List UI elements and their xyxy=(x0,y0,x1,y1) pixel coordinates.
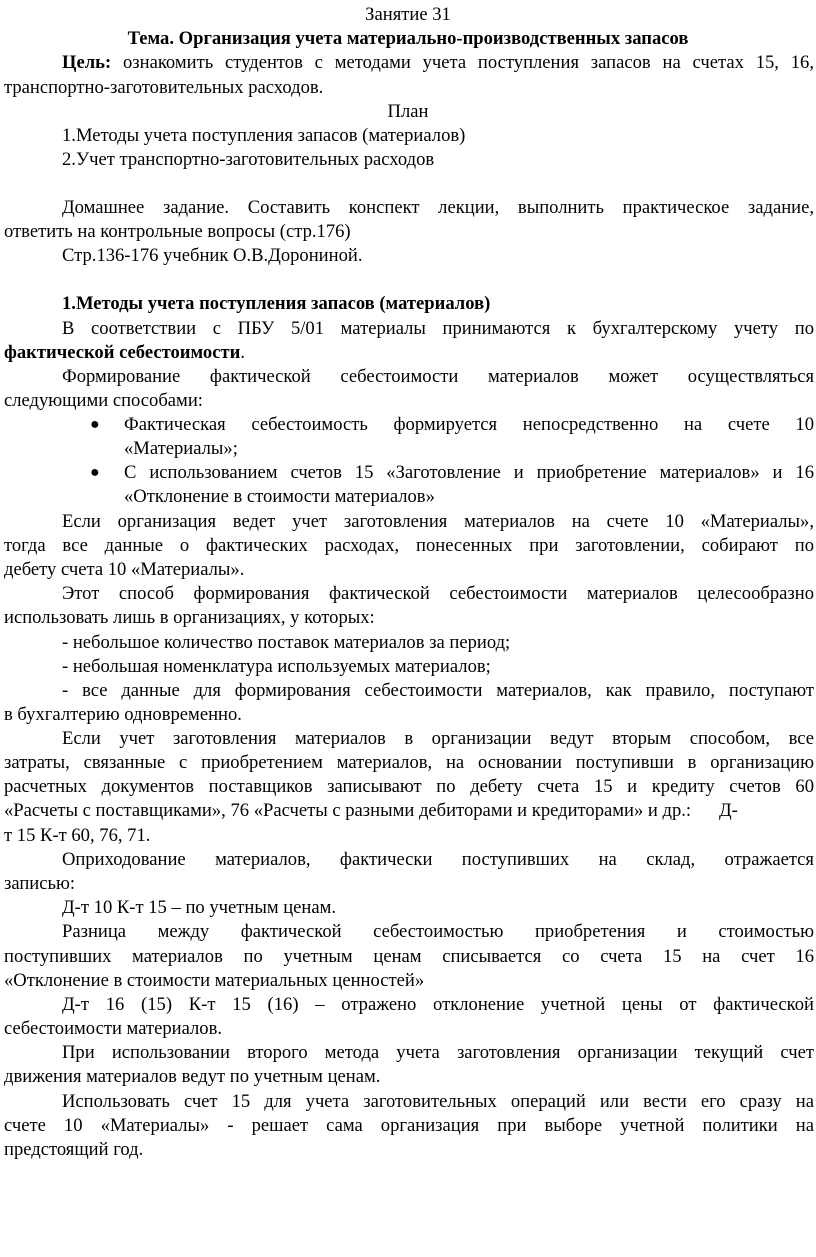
p2-line-1: Формирование фактической себестоимости материалов может осуществляться xyxy=(62,366,814,387)
p4-line-2: использовать лишь в организациях, у которых: xyxy=(4,607,375,628)
p5-line-4: «Расчеты с поставщиками», 76 «Расчеты с разными дебиторами и кредиторами» и др.: Д- xyxy=(4,800,738,821)
dash-item-3-line-2: в бухгалтерию одновременно. xyxy=(4,704,242,725)
bullet-1-line-2: «Материалы»; xyxy=(124,438,238,459)
dash-item-2: - небольшая номенклатура используемых материалов; xyxy=(62,656,491,677)
p6-line-2: записью: xyxy=(4,873,76,894)
p5-line-5: т 15 К-т 60, 76, 71. xyxy=(4,825,151,846)
p5-line-3: расчетных документов поставщиков записывают по дебету счета 15 и кредиту счетов 60 xyxy=(4,776,814,797)
p9-line-1: Д-т 16 (15) К-т 15 (16) – отражено отклонение учетной цены от фактической xyxy=(62,994,814,1015)
p1-line-1: В соответствии с ПБУ 5/01 материалы принимаются к бухгалтерскому учету по xyxy=(62,318,814,339)
p5-line-1: Если учет заготовления материалов в организации ведут вторым способом, все xyxy=(62,728,814,749)
p5-line-2: затраты, связанные с приобретением материалов, на основании поступивши в организацию xyxy=(4,752,814,773)
p4-line-1: Этот способ формирования фактической себестоимости материалов целесообразно xyxy=(62,583,814,604)
plan-title: План xyxy=(387,101,429,122)
dash-item-1: - небольшое количество поставок материалов за период; xyxy=(62,632,511,653)
lesson-theme: Тема. Организация учета материально-производственных запасов xyxy=(127,28,689,49)
p10-line-1: При использовании второго метода учета заготовления организации текущий счет xyxy=(62,1042,814,1063)
plan-item-1: 1.Методы учета поступления запасов (материалов) xyxy=(62,125,466,146)
lesson-number: Занятие 31 xyxy=(365,4,451,25)
goal-text-1: ознакомить студентов с методами учета поступления запасов на счетах 15, 16, xyxy=(111,52,814,73)
dash-item-3-line-1: - все данные для формирования себестоимости материалов, как правило, поступают xyxy=(62,680,814,701)
bullet-1-line-1: Фактическая себестоимость формируется непосредственно на счете 10 xyxy=(124,414,814,435)
p3-line-2: тогда все данные о фактических расходах, понесенных при заготовлении, собирают по xyxy=(4,535,814,556)
homework-line-3: Стр.136-176 учебник О.В.Дорониной. xyxy=(62,245,363,266)
p2-line-2: следующими способами: xyxy=(4,390,203,411)
goal-line-2: транспортно-заготовительных расходов. xyxy=(4,77,324,98)
p8-line-1: Разница между фактической себестоимостью приобретения и стоимостью xyxy=(62,921,814,942)
p1-line-2 xyxy=(4,342,245,366)
bullet-2-line-2: «Отклонение в стоимости материалов» xyxy=(124,486,435,507)
section-1-title: 1.Методы учета поступления запасов (материалов) xyxy=(62,293,491,314)
p11-line-2: счете 10 «Материалы» - решает сама организация при выборе учетной политики на xyxy=(4,1115,814,1136)
homework-line-1: Домашнее задание. Составить конспект лекции, выполнить практическое задание, xyxy=(62,197,814,218)
p8-line-2: поступивших материалов по учетным ценам списывается со счета 15 на счет 16 xyxy=(4,946,814,967)
p1-bold-term: фактической себестоимости xyxy=(4,342,241,363)
p3-line-1: Если организация ведет учет заготовления материалов на счете 10 «Материалы», xyxy=(62,511,814,532)
p6-line-1: Оприходование материалов, фактически поступивших на склад, отражается xyxy=(62,849,814,870)
goal-line-1 xyxy=(62,52,814,76)
p3-line-3: дебету счета 10 «Материалы». xyxy=(4,559,245,580)
p11-line-1: Использовать счет 15 для учета заготовительных операций или вести его сразу на xyxy=(62,1091,814,1112)
homework-line-2: ответить на контрольные вопросы (стр.176) xyxy=(4,221,351,242)
bullet-icon: ● xyxy=(90,464,100,481)
p10-line-2: движения материалов ведут по учетным ценам. xyxy=(4,1066,381,1087)
p9-line-2: себестоимости материалов. xyxy=(4,1018,223,1039)
plan-item-2: 2.Учет транспортно-заготовительных расходов xyxy=(62,149,435,170)
p11-line-3: предстоящий год. xyxy=(4,1139,144,1160)
p7-entry: Д-т 10 К-т 15 – по учетным ценам. xyxy=(62,897,337,918)
p8-line-3: «Отклонение в стоимости материальных ценностей» xyxy=(4,970,425,991)
p1-period: . xyxy=(240,342,245,363)
goal-label: Цель: xyxy=(62,52,112,73)
bullet-2-line-1: С использованием счетов 15 «Заготовление и приобретение материалов» и 16 xyxy=(124,462,814,483)
bullet-icon: ● xyxy=(90,416,100,433)
